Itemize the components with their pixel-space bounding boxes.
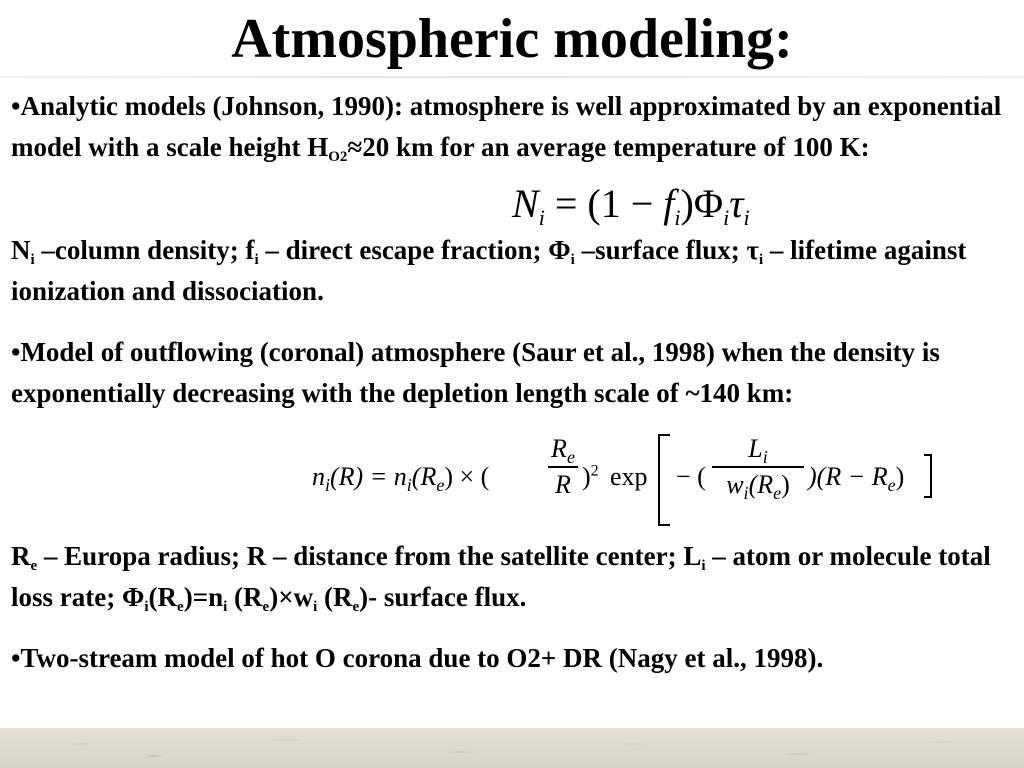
- eq-fraction-loss-rate: [712, 434, 804, 503]
- eq-superscript: 2: [590, 462, 599, 480]
- eq-operator: = (1 −: [544, 181, 664, 226]
- subscript: i: [223, 599, 228, 615]
- eq-symbol: L: [748, 434, 763, 463]
- eq-subscript: i: [406, 475, 412, 495]
- paragraph-text: – lifetime against ionization and dissociation.: [11, 235, 967, 306]
- eq-symbol: τ: [729, 181, 744, 226]
- bullet: •: [11, 643, 21, 673]
- subscript: e: [177, 599, 184, 615]
- eq-operator: ): [895, 462, 905, 491]
- title-divider: [0, 76, 1024, 78]
- eq-subscript: e: [436, 475, 445, 495]
- paragraph-analytic-models: [11, 86, 1011, 168]
- eq-subscript: i: [538, 205, 545, 230]
- eq-subscript: i: [325, 475, 331, 495]
- paragraph-text: )×w: [269, 582, 314, 612]
- eq-subscript: i: [743, 205, 750, 230]
- equation-density-profile: [312, 428, 952, 528]
- paragraph-text: )=n: [183, 582, 224, 612]
- paragraph-text: (R: [227, 582, 263, 612]
- paragraph-text: –column density; f: [34, 235, 255, 265]
- eq-minus: − (: [676, 462, 706, 491]
- paragraph-definitions-2: [11, 536, 1011, 618]
- paragraph-outflowing-model: [11, 332, 1011, 414]
- subscript: i: [313, 599, 318, 615]
- subscript: i: [254, 252, 259, 268]
- paragraph-text: – atom or molecule total loss rate; Φ: [11, 541, 991, 612]
- eq-subscript: e: [773, 482, 782, 503]
- eq-symbol: (R: [748, 469, 774, 499]
- paragraph-text: ≈20 km for an average temperature of 100 K:: [347, 132, 870, 162]
- subscript: i: [570, 252, 575, 268]
- eq-symbol: R: [555, 469, 571, 499]
- eq-symbol: (R) = n: [330, 462, 407, 491]
- eq-symbol: (R: [411, 462, 437, 491]
- bullet: •: [11, 91, 21, 121]
- subscript: i: [144, 599, 149, 615]
- paragraph-text: Two-stream model of hot O corona due to O2+ DR (Nagy et al., 1998).: [20, 643, 824, 673]
- subscript: e: [30, 558, 38, 574]
- eq-subscript: i: [743, 482, 749, 503]
- eq-symbol: f: [663, 181, 675, 226]
- paragraph-text: Model of outflowing (coronal) atmosphere (Saur et al., 1998) when the density is exponentially decreasing with the depletion length scale of ~140 km:: [11, 337, 940, 408]
- eq-symbol: )(R − R: [808, 462, 888, 491]
- eq-operator: ): [781, 469, 790, 499]
- paragraph-text: – direct escape fraction; Φ: [258, 235, 571, 265]
- paragraph-text: –surface flux; τ: [574, 235, 759, 265]
- fraction-bar: [712, 466, 804, 468]
- paragraph-text: (R: [317, 582, 353, 612]
- paragraph-text: )- surface flux.: [359, 582, 527, 612]
- eq-symbol: w: [726, 469, 744, 499]
- eq-operator: ): [582, 462, 591, 491]
- right-bracket: [924, 454, 932, 498]
- slide-title: Atmospheric modeling:: [231, 8, 793, 70]
- eq-symbol: R: [551, 434, 567, 463]
- eq-symbol: n: [312, 462, 325, 491]
- symbol: R: [11, 541, 31, 571]
- subscript: i: [759, 252, 764, 268]
- equation-column-density: [512, 180, 750, 230]
- eq-fraction-radius-ratio: [548, 434, 578, 500]
- paragraph-definitions-1: [11, 230, 1011, 312]
- eq-operator: ) × (: [444, 462, 490, 491]
- eq-subscript: i: [674, 205, 681, 230]
- eq-symbol: N: [512, 181, 539, 226]
- paragraph-text: – Europa radius; R – distance from the satellite center; L: [37, 541, 702, 571]
- eq-tail: [808, 462, 905, 495]
- left-bracket: [658, 434, 670, 526]
- background-texture-strip: [0, 728, 1024, 768]
- subscript: O2: [328, 149, 348, 165]
- paragraph-text: (R: [148, 582, 178, 612]
- eq-lhs: [312, 462, 490, 495]
- eq-subscript: e: [566, 447, 575, 467]
- subscript: e: [262, 599, 270, 615]
- paragraph-text: Analytic models (Johnson, 1990): atmosphere is well approximated by an exponential model with a scale height H: [11, 91, 1002, 162]
- eq-subscript: i: [762, 447, 768, 467]
- subscript: i: [30, 252, 35, 268]
- eq-power: [582, 462, 599, 492]
- eq-exp: exp: [610, 462, 648, 491]
- eq-subscript: i: [723, 205, 730, 230]
- eq-symbol: Φ: [693, 181, 724, 226]
- symbol: N: [11, 235, 31, 265]
- bullet: •: [11, 337, 21, 367]
- eq-subscript: e: [887, 475, 896, 495]
- paragraph-two-stream-model: [11, 638, 1011, 679]
- subscript: i: [701, 558, 706, 574]
- subscript: e: [352, 599, 360, 615]
- eq-operator: ): [680, 181, 694, 226]
